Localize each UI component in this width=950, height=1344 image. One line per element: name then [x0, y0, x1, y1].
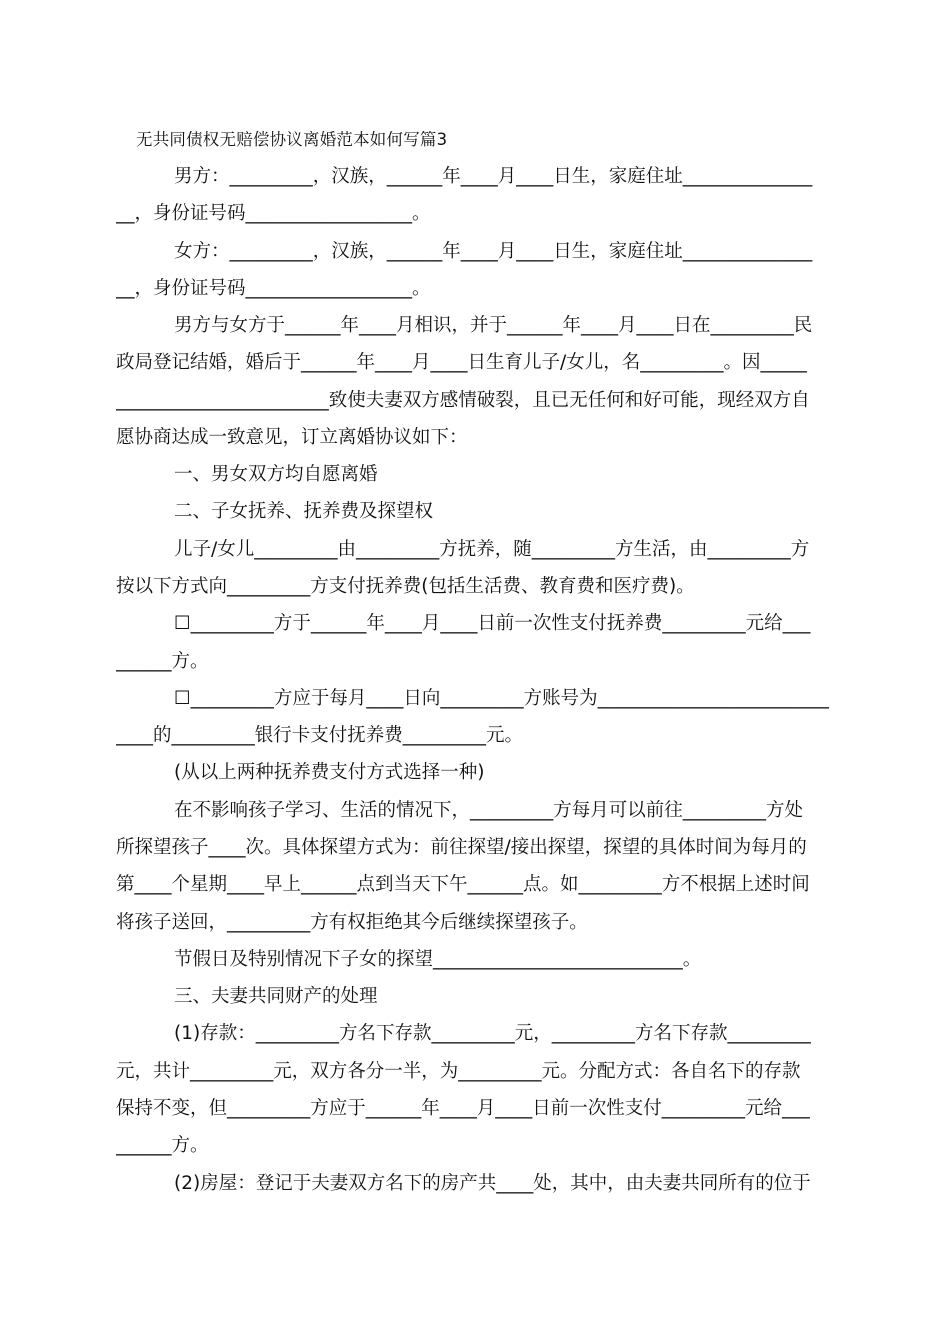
paragraph-line: (1)存款：_________方名下存款_________元，_________方名下存款_________ — [174, 1023, 811, 1044]
section-heading: 二、子女抚养、抚养费及探望权 — [174, 501, 434, 522]
paragraph-line: _______________________致使夫妻双方感情破裂，且已无任何和好可能，现经双方自 — [116, 390, 810, 411]
note-line: (从以上两种抚养费支付方式选择一种) — [174, 762, 485, 783]
paragraph-line: 儿子/女儿_________由_________方抚养，随_________方生活，由_________方 — [174, 539, 810, 560]
paragraph-line: 节假日及特别情况下子女的探望___________________________。 — [174, 949, 702, 970]
paragraph-line: __，身份证号码__________________。 — [116, 203, 431, 224]
section-heading: 三、夫妻共同财产的处理 — [174, 986, 378, 1007]
paragraph-line: ______方。 — [116, 1135, 209, 1156]
document-title: 无共同债权无赔偿协议离婚范本如何写篇3 — [136, 130, 448, 149]
paragraph-line: __，身份证号码__________________。 — [116, 278, 431, 299]
paragraph-line: 男方：_________，汉族，______年____月____日生，家庭住址______________ — [174, 166, 813, 187]
paragraph-line: 愿协商达成一致意见，订立离婚协议如下： — [116, 427, 468, 448]
paragraph-line: 女方：_________，汉族，______年____月____日生，家庭住址______________ — [174, 241, 813, 262]
paragraph-line: 政局登记结婚，婚后于______年____月____日生育儿子/女儿，名_________。因_____ — [116, 352, 807, 373]
checkbox-option-line: ☐_________方于______年____月____日前一次性支付抚养费_________元给___ — [174, 613, 811, 634]
paragraph-line: 按以下方式向_________方支付抚养费(包括生活费、教育费和医疗费)。 — [116, 576, 695, 597]
paragraph-line: ____的_________银行卡支付抚养费_________元。 — [116, 725, 524, 746]
paragraph-line: (2)房屋：登记于夫妻双方名下的房产共____处，其中，由夫妻共同所有的位于 — [174, 1173, 811, 1194]
paragraph-line: 保持不变，但_________方应于______年____月____日前一次性支付_________元给___ — [116, 1098, 810, 1119]
paragraph-line: 在不影响孩子学习、生活的情况下，_________方每月可以前往_________方处 — [174, 800, 804, 821]
paragraph-line: ______方。 — [116, 651, 209, 672]
paragraph-line: 第____个星期____早上______点到当天下午______点。如_________方不根据上述时间 — [116, 874, 810, 895]
checkbox-option-line: ☐_________方应于每月____日向_________方账号为_________________________ — [174, 688, 829, 709]
paragraph-line: 所探望孩子____次。具体探望方式为：前往探望/接出探望，探望的具体时间为每月的 — [116, 837, 807, 858]
paragraph-line: 元，共计_________元，双方各分一半，为_________元。分配方式：各自名下的存款 — [116, 1061, 801, 1082]
section-heading: 一、男女双方均自愿离婚 — [174, 464, 378, 485]
paragraph-line: 将孩子送回，_________方有权拒绝其今后继续探望孩子。 — [116, 912, 588, 933]
paragraph-line: 男方与女方于______年____月相识，并于______年____月____日在_________民 — [174, 315, 813, 336]
